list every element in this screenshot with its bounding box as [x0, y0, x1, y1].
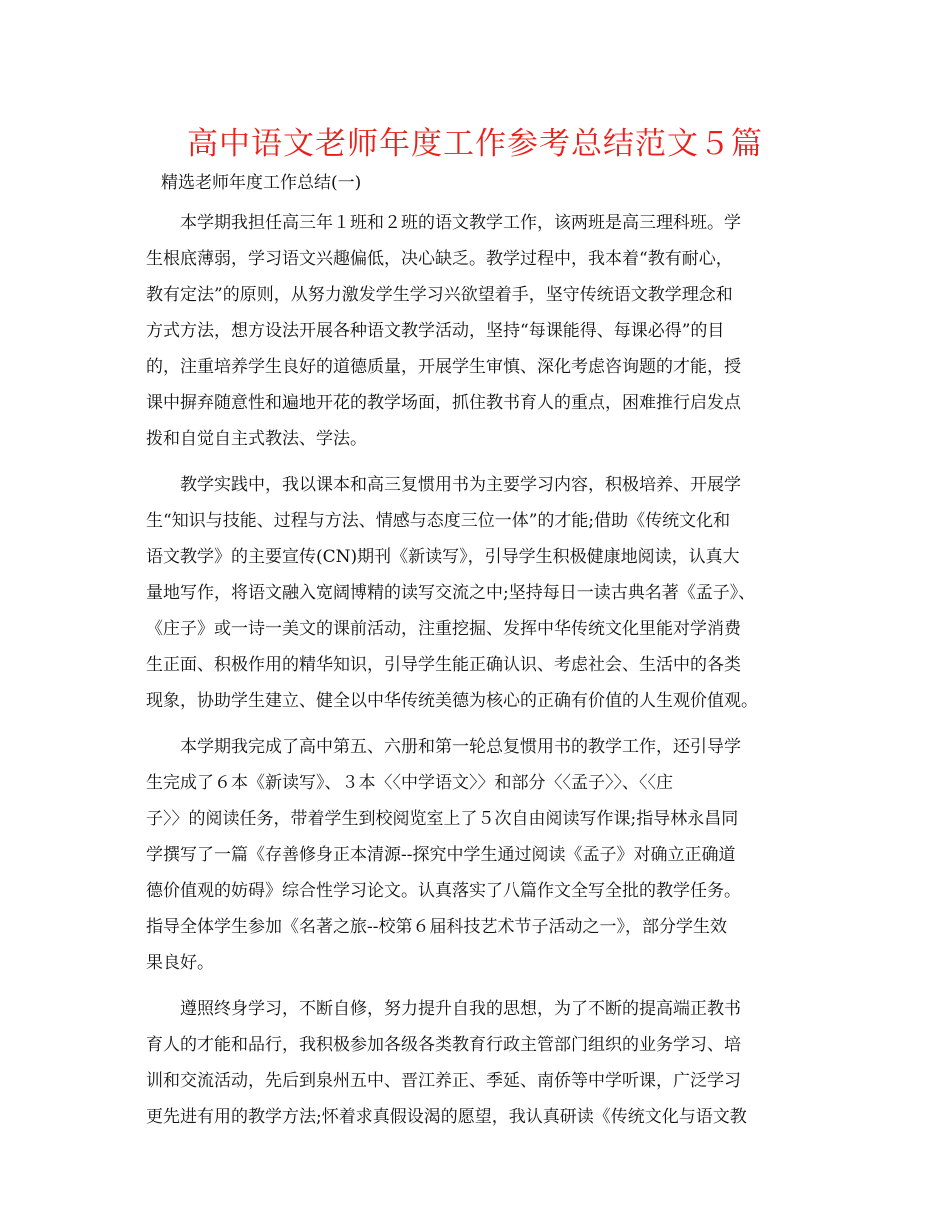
- document-title: 高中语文老师年度工作参考总结范文５篇: [187, 126, 763, 162]
- paragraph-line: 现象，协助学生建立、健全以中华传统美德为核心的正确有价值的人生观价值观。: [146, 691, 758, 711]
- paragraph-4: [146, 991, 826, 1135]
- paragraph-line: 学撰写了一篇《存善修身正本清源--探究中学生通过阅读《孟子》对确立正确道: [146, 845, 736, 865]
- paragraph-line: 拨和自觉自主式教法、学法。: [146, 429, 367, 449]
- paragraph-line: 生“知识与技能、过程与方法、情感与态度三位一体”的才能;借助《传统文化和: [146, 511, 731, 531]
- paragraph-line: 本学期我完成了高中第五、六册和第一轮总复惯用书的教学工作，还引导学: [180, 737, 741, 757]
- paragraph-line: 《庄子》或一诗一美文的课前活动，注重挖掘、发挥中华传统文化里能对学消费: [146, 619, 741, 639]
- paragraph-line: 的，注重培养学生良好的道德质量，开展学生审慎、深化考虑咨询题的才能，授: [146, 357, 741, 377]
- document-body: [146, 205, 826, 1135]
- paragraph-line: 更先进有用的教学方法;怀着求真假设渴的愿望，我认真研读《传统文化与语文教: [146, 1107, 747, 1127]
- paragraph-line: 遵照终身学习，不断自修，努力提升自我的思想，为了不断的提高端正教书: [180, 999, 741, 1019]
- paragraph-1: [146, 205, 826, 457]
- paragraph-line: 教有定法”的原则，从努力激发学生学习兴欲望着手，坚守传统语文教学理念和: [146, 285, 733, 305]
- paragraph-3: [146, 729, 826, 981]
- paragraph-line: 训和交流活动，先后到泉州五中、晋江养正、季延、南侨等中学听课，广泛学习: [146, 1071, 741, 1091]
- paragraph-line: 本学期我担任高三年１班和２班的语文教学工作，该两班是高三理科班。学: [180, 213, 741, 233]
- paragraph-line: 量地写作，将语文融入宽阔博精的读写交流之中;坚持每日一读古典名著《孟子》、: [146, 583, 756, 603]
- paragraph-line: 生正面、积极作用的精华知识，引导学生能正确认识、考虑社会、生活中的各类: [146, 655, 741, 675]
- paragraph-2: [146, 467, 826, 719]
- paragraph-line: 课中摒弃随意性和遍地开花的教学场面，抓住教书育人的重点，困难推行启发点: [146, 393, 741, 413]
- paragraph-line: 语文教学》的主要宣传(CN)期刊《新读写》，引导学生积极健康地阅读，认真大: [146, 547, 740, 567]
- paragraph-line: 子〉〉的阅读任务，带着学生到校阅览室上了５次自由阅读写作课;指导林永昌同: [146, 809, 739, 829]
- paragraph-line: 德价值观的妨碍》综合性学习论文。认真落实了八篇作文全写全批的教学任务。: [146, 881, 741, 901]
- paragraph-line: 育人的才能和品行，我积极参加各级各类教育行政主管部门组织的业务学习、培: [146, 1035, 741, 1055]
- paragraph-line: 教学实践中，我以课本和高三复惯用书为主要学习内容，积极培养、开展学: [180, 475, 741, 495]
- paragraph-line: 果良好。: [146, 953, 214, 973]
- paragraph-line: 方式方法，想方设法开展各种语文教学活动，坚持“每课能得、每课必得”的目: [146, 321, 725, 341]
- section-subtitle: 精选老师年度工作总结(一): [161, 173, 362, 193]
- paragraph-line: 生根底薄弱，学习语文兴趣偏低，决心缺乏。教学过程中，我本着“教有耐心，: [146, 249, 733, 269]
- paragraph-line: 生完成了６本《新读写》、３本〈〈中学语文〉〉和部分〈〈孟子〉〉、〈〈庄: [146, 773, 673, 793]
- paragraph-line: 指导全体学生参加《名著之旅--校第６届科技艺术节子活动之一》，部分学生效: [146, 917, 727, 937]
